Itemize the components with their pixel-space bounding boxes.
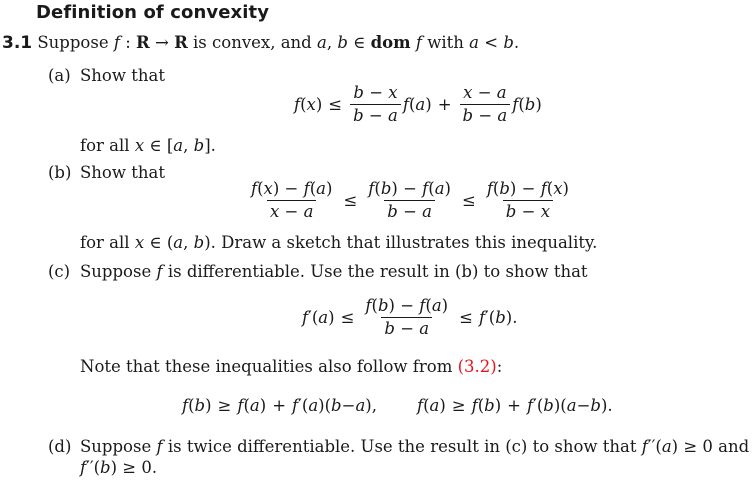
part-c-note [80,357,502,377]
equation-reference-link[interactable]: (3.2) [457,357,497,376]
part-b-label: (b) [48,163,72,182]
part-c-text: Suppose f is differentiable. Use the result in (b) to show that [80,262,588,281]
part-c-label: (c) [48,262,71,281]
note-suffix: : [496,357,503,376]
part-c-inequalities: f ( b ) ≥ f ( a ) + f ′( a )( b − a ), f ( a ) ≥ f ( b ) + f ′( b )( a − b ). [182,396,613,415]
part-b-equation: $\frac{f(x) - f(a)}{x - a}$ ≤ $\frac{f(b) - f(a)}{b - a}$ ≤ $\frac{f(b) - f(x)}{b - x}$ [251,179,569,221]
part-d-label: (d) [48,437,72,456]
section-title: Definition of convexity [36,2,270,23]
part-d-line1: Suppose f is twice differentiable. Use the result in (c) to show that f′′(a) ≥ 0 and [80,437,750,456]
part-a-after: for all x ∈ [a, b]. [80,136,216,155]
exercise-number: 3.1 [2,33,33,53]
part-d-line2: f′′(b) ≥ 0. [80,458,158,477]
part-b-after: for all x ∈ (a, b). Draw a sketch that illustrates this inequality. [80,233,598,252]
exercise-intro [2,33,519,53]
exercise-intro-text: Suppose f : R → R is convex, and a, b ∈ dom f with a < b. [37,33,520,52]
part-a-label: (a) [48,66,71,85]
part-b-text: Show that [80,163,165,182]
part-a-equation: f ( x ) ≤ $\frac{b - x}{b - a}$ f ( a ) + $\frac{x - a}{b - a}$ f ( b ) [294,83,542,125]
part-a-text: Show that [80,66,165,85]
part-c-equation: f ′( a ) ≤ $\frac{f(b) - f(a)}{b - a}$ ≤ f ′( b ). [302,296,518,338]
note-prefix: Note that these inequalities also follow from [80,357,458,376]
